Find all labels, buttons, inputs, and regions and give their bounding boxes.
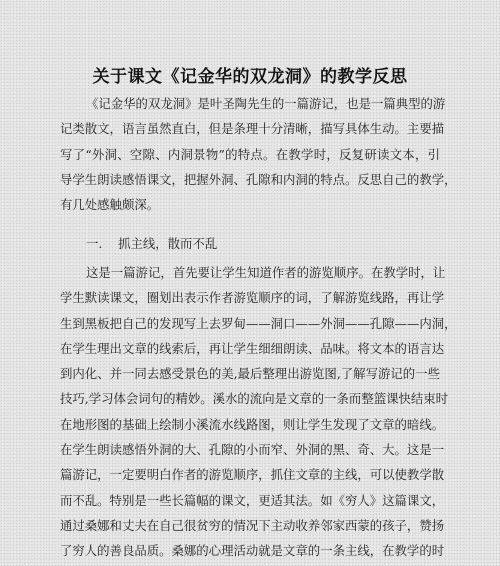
- text-line: 技巧,学习体会词句的精妙。溪水的流向是文章的一条而整篮课快结束时: [60, 391, 449, 407]
- section-heading-text: 一. 抓主线，散而不乱: [86, 236, 218, 251]
- text-line: 在地形图的基础上绘制小溪流水线路图，则让学生发现了文章的暗线。: [60, 416, 445, 432]
- text-line: 这是一篇游记，首先要让学生知道作者的游览顺序。在教学时，让: [86, 265, 446, 280]
- text-line: 篇游记，一定要明白作者的游览顺序，抓住文章的主线，可以使教学散: [60, 467, 445, 483]
- text-line: 而不乱。特别是一些长篇幅的课文，更适其法。如《穷人》这篇课文，: [60, 492, 445, 508]
- document-title: 关于课文《记金华的双龙洞》的教学反思: [92, 67, 408, 87]
- text-line: 导学生朗读感悟课文，把握外洞、孔隙和内洞的特点。反思自己的教学，: [60, 171, 457, 187]
- text-line: 《记金华的双龙洞》是叶圣陶先生的一篇游记，也是一篇典型的游: [86, 96, 446, 111]
- text-line: 到内化、并一同去感受景色的美,最后整理出游览图,了解写游记的一些: [60, 366, 440, 382]
- text-line: 记类散文，语言虽然直白，但是条理十分清晰，描写具体生动。主要描: [60, 121, 445, 137]
- section1-paragraph: [60, 260, 457, 564]
- text-line: 写了“外洞、空隙、内洞景物”的特点。在教学时，反复研读文本，引: [60, 146, 440, 162]
- text-line: 在学生理出文章的线索后，再让学生细细朗读、品味。将文本的语言达: [60, 340, 445, 356]
- text-line: 了穷人的善良品质。桑娜的心理活动就是文章的一条主线，在教学的时: [60, 543, 445, 559]
- text-line: 有几处感触颇深。: [60, 197, 160, 213]
- intro-paragraph: [60, 91, 457, 217]
- text-line: 通过桑娜和丈夫在自己很贫穷的情况下主动收养邻家西蒙的孩子，赞扬: [60, 517, 445, 533]
- text-line: 生到黑板把自己的发现写上去罗甸——洞口——外洞——孔隙——内洞，: [60, 315, 457, 331]
- text-line: 学生默读课文，圈划出表示作者游览顺序的词，了解游览线路，再让学: [60, 290, 445, 306]
- text-line: 在学生朗读感悟外洞的大、孔隙的小而窄、外洞的黑、奇、大。这是一: [60, 442, 445, 458]
- section-heading-1: [60, 231, 440, 256]
